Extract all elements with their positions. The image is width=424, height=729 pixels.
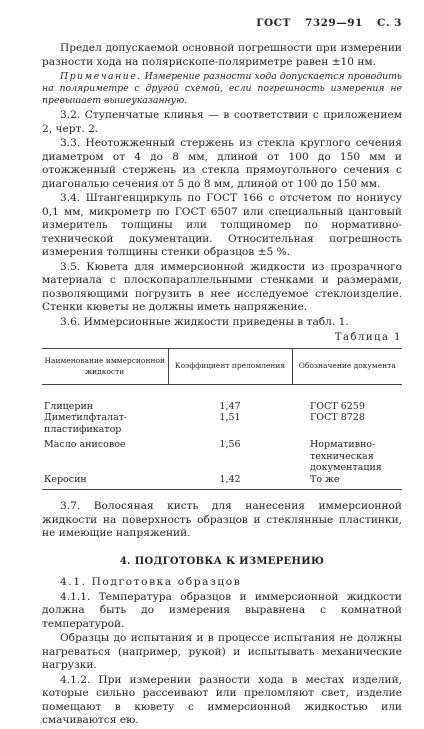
table-row bbox=[42, 474, 402, 490]
paragraph-4-1-2: 4.1.2. При измерении разности хода в местах изделий, которые сильно рассеивают или преломляют свет, изделие помещают в кювету с иммерсионной жидкостью или смачиваются ею. bbox=[42, 673, 402, 726]
header-standard: ГОСТ bbox=[256, 17, 291, 29]
paragraph-3-7: 3.7. Волосяная кисть для нанесения иммерсионной жидкости на поверхность образцов и стеклянные пластинки, не имеющие напряжений. bbox=[42, 500, 402, 539]
header-number: 7329—91 bbox=[305, 17, 363, 29]
table-cell: Масло анисовое bbox=[44, 439, 126, 450]
paragraph-4-1-1: 4.1.1. Температура образцов и иммерсионной жидкости должна быть до измерения выравнена с комнатной температурой. bbox=[42, 590, 402, 630]
table-cell: 1,42 bbox=[168, 474, 292, 490]
note-lead: Примечание. bbox=[60, 71, 142, 82]
paragraph-3-2: 3.2. Ступенчатые клинья — в соответствии с приложением 2, черт. 2. bbox=[42, 109, 402, 135]
table-header-refraction: Коэффициент преломления bbox=[168, 348, 292, 384]
table-row bbox=[42, 435, 402, 474]
table-caption: Таблица 1 bbox=[334, 332, 402, 343]
paragraph-3-6: 3.6. Иммерсионные жидкости приведены в табл. 1. bbox=[60, 315, 349, 328]
table-cell: ГОСТ 8728 bbox=[310, 412, 365, 423]
paragraph-3-3: 3.3. Неотожженный стержень из стекла круглого сечения диаметром от 4 до 8 мм, длиной от 100 до 150 мм и отожженный стержень из стекла прямоугольного сечения с диагональю сечения от 5 до 8 мм, длиной от 100 до 150 мм. bbox=[42, 137, 402, 190]
section-title: 4. ПОДГОТОВКА К ИЗМЕРЕНИЮ bbox=[119, 555, 325, 567]
header-page: С. 3 bbox=[377, 17, 402, 29]
table-row bbox=[42, 384, 402, 412]
paragraph: Предел допускаемой основной погрешности при измерении разности хода на полярископе-поляриметре равен ±10 нм. bbox=[42, 42, 402, 68]
table-cell: 1,56 bbox=[219, 439, 241, 450]
table-header-document: Обозначение документа bbox=[292, 348, 402, 384]
table-cell: Глицерин bbox=[44, 400, 94, 412]
table-cell: То же bbox=[292, 474, 402, 490]
table-header-name: Наименование иммерсионной жидкости bbox=[42, 348, 168, 384]
table-cell: Керосин bbox=[42, 474, 168, 490]
table-cell: Диметилфталат-пластификатор bbox=[44, 412, 128, 435]
table-cell: 1,47 bbox=[219, 400, 241, 412]
immersion-liquids-table bbox=[42, 348, 402, 491]
table-header-row bbox=[42, 348, 402, 384]
document-body bbox=[42, 42, 402, 729]
paragraph-3-5: 3.5. Кювета для иммерсионной жидкости из прозрачного материала с плоскопараллельными стенками и размерами, позволяющими погрузить в нее исследуемое стеклоизделие. Стенки кюветы не должны иметь напряжение. bbox=[42, 260, 402, 313]
paragraph: Образцы до испытания и в процессе испытания не должны нагреваться (например, рукой) и испытывать механические нагрузки. bbox=[42, 632, 402, 671]
note bbox=[42, 71, 402, 107]
note-text: Измерение разности хода допускается проводить на поляриметре с другой схемой, если погрешность измерения не превышает вышеуказанную. bbox=[42, 71, 402, 106]
paragraph-3-4: 3.4. Штангенциркуль по ГОСТ 166 с отсчетом по нониусу 0,1 мм, микрометр по ГОСТ 6507 или специальный цанговый измеритель толщины или толщиномер по нормативно-технической документации. Относительная погрешность измерения толщины стенки образцов ±5 %. bbox=[42, 192, 402, 258]
table-cell: ГОСТ 6259 bbox=[310, 400, 365, 412]
table-cell: Нормативно-техническая документация bbox=[310, 439, 382, 473]
table-row bbox=[42, 412, 402, 435]
table-cell: 1,51 bbox=[219, 412, 241, 423]
subsection-title: 4.1. Подготовка образцов bbox=[60, 576, 242, 588]
page-header bbox=[246, 17, 402, 29]
